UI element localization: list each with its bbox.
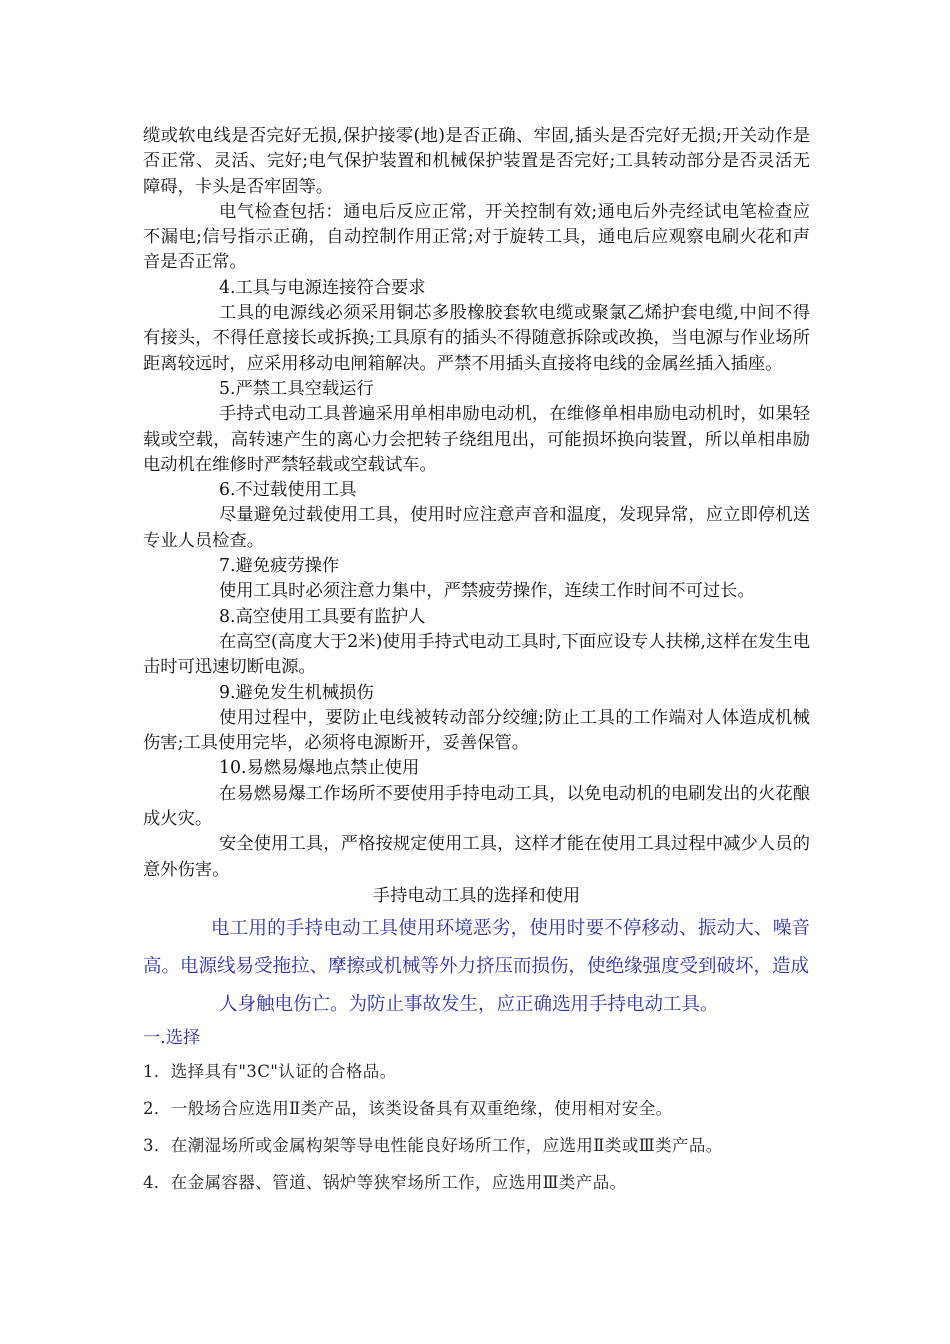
- paragraph: 手持式电动工具普遍采用单相串励电动机，在维修单相串励电动机时，如果轻载或空载，高转速产生的离心力会把转子绕组甩出，可能损坏换向装置，所以单相串励电动机在维修时严禁轻载或空载试车。: [143, 404, 810, 475]
- document-page: [143, 124, 810, 1201]
- closing-paragraph: 安全使用工具，严格按规定使用工具，这样才能在使用工具过程中减少人员的意外伤害。: [143, 834, 810, 880]
- section-title: 手持电动工具的选择和使用: [372, 885, 581, 906]
- safety-instructions-section: [143, 124, 810, 883]
- paragraph: 使用过程中，要防止电线被转动部分绞缠;防止工具的工作端对人体造成机械伤害;工具使用完毕，必须将电源断开，妥善保管。: [143, 707, 810, 754]
- paragraph: 电气检查包括：通电后反应正常，开关控制有效;通电后外壳经试电笔检查应不漏电;信号指示正确，自动控制作用正常;对于旋转工具，通电后应观察电刷火花和声音是否正常。: [143, 201, 810, 273]
- paragraph: 缆或软电线是否完好无损,保护接零(地)是否正确、牢固,插头是否完好无损;开关动作是否正常、灵活、完好;电气保护装置和机械保护装置是否完好;工具转动部分是否灵活无障碍，卡头是否牢固等。: [143, 126, 810, 197]
- list-item: 2．一般场合应选用Ⅱ类产品，该类设备具有双重绝缘，使用相对安全。: [143, 1098, 673, 1118]
- paragraph: 尽量避免过载使用工具，使用时应注意声音和温度，发现异常，应立即停机送专业人员检查。: [143, 505, 810, 551]
- paragraph: 使用工具时必须注意力集中，严禁疲劳操作，连续工作时间不可过长。: [219, 581, 755, 602]
- paragraph: 在高空(高度大于2米)使用手持式电动工具时,下面应设专人扶梯,这样在发生电击时可迅速切断电源。: [143, 631, 810, 678]
- item-heading: 6.不过载使用工具: [219, 480, 357, 501]
- item-heading: 10.易燃易爆地点禁止使用: [219, 758, 420, 779]
- intro-paragraph-end: 人身触电伤亡。为防止事故发生，应正确选用手持电动工具。: [219, 993, 719, 1015]
- paragraph: 工具的电源线必须采用铜芯多股橡胶套软电缆或聚氯乙烯护套电缆,中间不得有接头，不得任意接长或拆换;工具原有的插头不得随意拆除或改换，当电源与作业场所距离较远时，应采用移动电闸箱解决。严禁不用插头直接将电线的金属丝插入插座。: [143, 303, 810, 374]
- item-heading: 7.避免疲劳操作: [219, 556, 340, 577]
- selection-list: [143, 1053, 810, 1201]
- item-heading: 4.工具与电源连接符合要求: [219, 277, 426, 298]
- item-heading: 9.避免发生机械损伤: [219, 682, 374, 703]
- intro-paragraph: 电工用的手持电动工具使用环境恶劣，使用时要不停移动、振动大、噪音高。电源线易受拖拉、摩擦或机械等外力挤压而损伤，使绝缘强度受到破坏，造成: [143, 917, 810, 977]
- intro-section: [143, 910, 810, 1024]
- list-item: 4．在金属容器、管道、锅炉等狭窄场所工作，应选用Ⅲ类产品。: [143, 1172, 627, 1192]
- item-heading: 5.严禁工具空载运行: [219, 378, 374, 399]
- selection-heading: 一.选择: [143, 1027, 201, 1048]
- list-item: 3．在潮湿场所或金属构架等导电性能良好场所工作，应选用Ⅱ类或Ⅲ类产品。: [143, 1135, 723, 1155]
- paragraph: 在易燃易爆工作场所不要使用手持电动工具，以免电动机的电刷发出的火花酿成火灾。: [143, 783, 810, 830]
- item-heading: 8.高空使用工具要有监护人: [219, 606, 426, 627]
- list-item: 1．选择具有"3C"认证的合格品。: [143, 1061, 397, 1081]
